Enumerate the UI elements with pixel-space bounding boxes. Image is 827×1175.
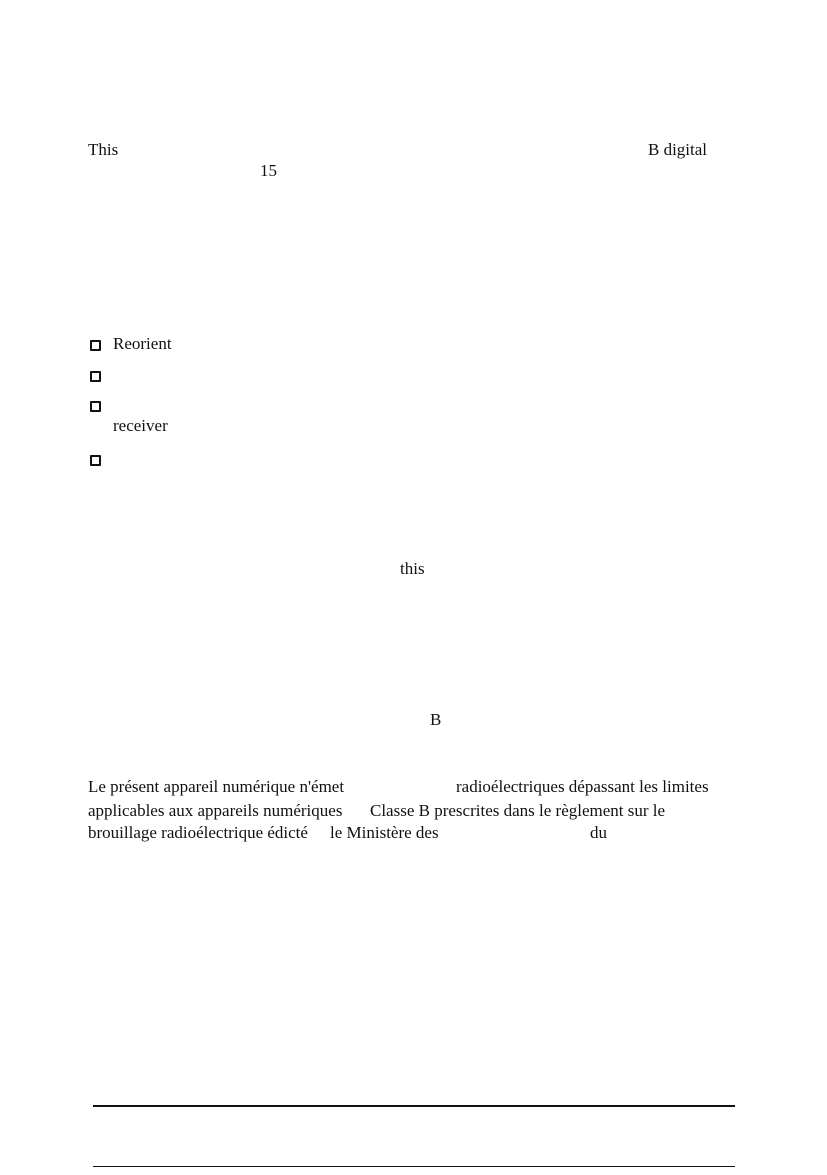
bullet-item-3-continuation: receiver bbox=[113, 416, 168, 435]
french-line2-left: applicables aux appareils numériques bbox=[88, 801, 343, 820]
french-line1-left: Le présent appareil numérique n'émet bbox=[88, 777, 345, 796]
french-line3-right: du bbox=[590, 823, 607, 842]
checkbox-bullet-icon bbox=[90, 371, 101, 382]
paragraph1-word-this: This bbox=[88, 140, 119, 159]
fragment-this: this bbox=[400, 559, 425, 578]
footer-divider-bottom bbox=[93, 1166, 735, 1167]
french-line2-right: Classe B prescrites dans le règlement sur le bbox=[370, 801, 666, 820]
checkbox-bullet-icon bbox=[90, 455, 101, 466]
paragraph1-word-b-digital: B digital bbox=[648, 140, 708, 159]
french-line3-mid: le Ministère des bbox=[330, 823, 439, 842]
paragraph1-word-15: 15 bbox=[260, 161, 277, 180]
french-line1-right: radioélectriques dépassant les limites bbox=[456, 777, 709, 796]
bullet-item-1-text: Reorient bbox=[113, 334, 172, 353]
french-line3-left: brouillage radioélectrique édicté bbox=[88, 823, 308, 842]
footer-divider-top bbox=[93, 1105, 735, 1107]
fragment-class-b: B bbox=[430, 710, 442, 729]
checkbox-bullet-icon bbox=[90, 340, 101, 351]
checkbox-bullet-icon bbox=[90, 401, 101, 412]
